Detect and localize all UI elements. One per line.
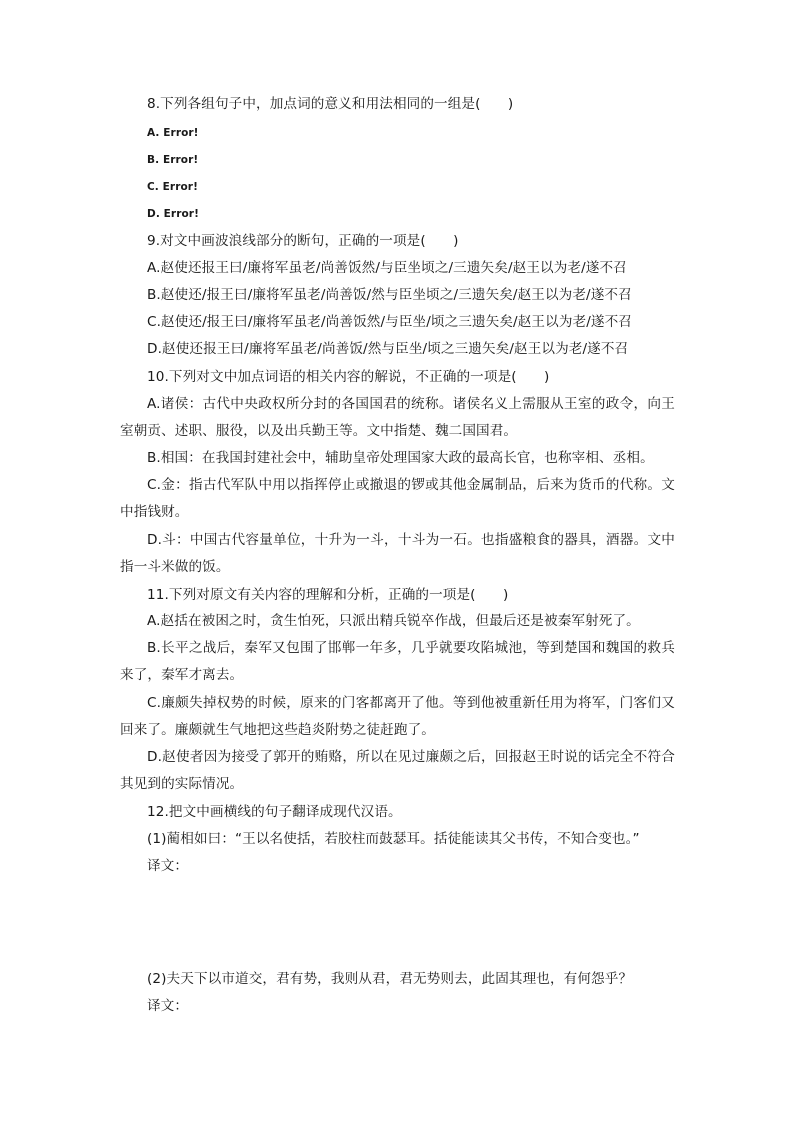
- question-12-item-2-answer-label: 译文：: [147, 998, 189, 1014]
- question-9-option-d: D.赵使还报王曰/廉将军虽老/尚善饭/然与臣坐/顷之三遗矢矣/赵王以为老/遂不召: [147, 341, 629, 357]
- question-8-stem: 8.下列各组句子中，加点词的意义和用法相同的一组是( ): [147, 96, 514, 112]
- question-10-stem: 10.下列对文中加点词语的相关内容的解说，不正确的一项是( ): [147, 369, 550, 385]
- question-9-stem: 9.对文中画波浪线部分的断句，正确的一项是( ): [147, 233, 459, 249]
- question-12-item-2-sentence: (2)夫天下以市道交，君有势，我则从君，君无势则去，此固其理也，有何怨乎？: [147, 971, 633, 987]
- question-10-option-d: D.斗：中国古代容量单位，十升为一斗，十斗为一石。也指盛粮食的器具，酒器。文中指一斗米做的饭。: [120, 532, 675, 576]
- question-12-stem: 12.把文中画横线的句子翻译成现代汉语。: [147, 804, 402, 820]
- question-11-option-d: D.赵使者因为接受了郭开的贿赂，所以在见过廉颇之后，回报赵王时说的话完全不符合其见到的实际情况。: [120, 749, 675, 793]
- question-11-option-b: B.长平之战后，秦军又包围了邯郸一年多，几乎就要攻陷城池，等到楚国和魏国的救兵来了，秦军才离去。: [120, 640, 675, 684]
- question-11-stem: 11.下列对原文有关内容的理解和分析，正确的一项是( ): [147, 587, 509, 603]
- question-11-option-a: A.赵括在被困之时，贪生怕死，只派出精兵锐卒作战，但最后还是被秦军射死了。: [147, 613, 640, 629]
- question-8-option-b: B. Error!: [147, 154, 199, 166]
- question-11-option-c: C.廉颇失掉权势的时候，原来的门客都离开了他。等到他被重新任用为将军，门客们又回来了。廉颇就生气地把这些趋炎附势之徒赶跑了。: [120, 695, 675, 739]
- question-10-option-a: A.诸侯：古代中央政权所分封的各国国君的统称。诸侯名义上需服从王室的政令，向王室朝贡、述职、服役，以及出兵勤王等。文中指楚、魏二国国君。: [120, 396, 675, 440]
- question-10-option-c: C.金：指古代军队中用以指挥停止或撤退的锣或其他金属制品，后来为货币的代称。文中指钱财。: [120, 477, 675, 521]
- question-9-option-b: B.赵使还/报王曰/廉将军虽老/尚善饭/然与臣坐顷之/三遗矢矣/赵王以为老/遂不召: [147, 287, 632, 303]
- question-8-option-c: C. Error!: [147, 181, 198, 193]
- question-10-option-b: B.相国：在我国封建社会中，辅助皇帝处理国家大政的最高长官，也称宰相、丞相。: [147, 450, 654, 466]
- question-12-item-1-sentence: (1)蔺相如曰：“王以名使括，若胶柱而鼓瑟耳。括徒能读其父书传，不知合变也。”: [147, 831, 640, 847]
- question-8-option-a: A. Error!: [147, 127, 199, 139]
- question-12-item-1-answer-label: 译文：: [147, 858, 189, 874]
- question-9-option-a: A.赵使还报王曰/廉将军虽老/尚善饭然/与臣坐顷之/三遗矢矣/赵王以为老/遂不召: [147, 260, 627, 276]
- question-9-option-c: C.赵使还/报王曰/廉将军虽老/尚善饭然/与臣坐/顷之三遗矢矣/赵王以为老/遂不召: [147, 314, 632, 330]
- question-8-option-d: D. Error!: [147, 208, 199, 220]
